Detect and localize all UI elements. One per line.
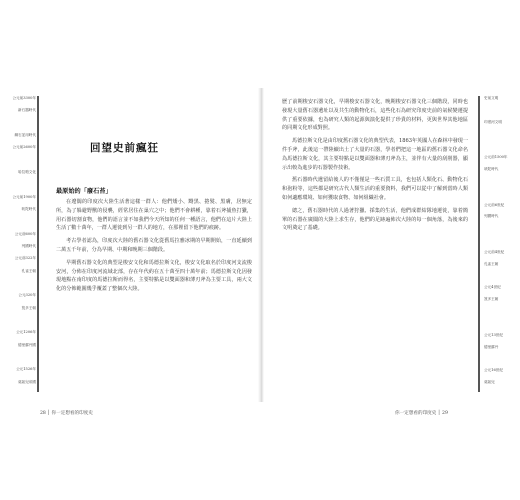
timeline-label: 笈多王朝 <box>484 297 499 302</box>
timeline-label: 公元前2600年 <box>12 145 36 150</box>
timeline-label: 公元前3300年 <box>12 96 36 100</box>
timeline-label: 孔雀王朝 <box>21 268 36 273</box>
timeline-label: 公元16世紀 <box>484 368 503 373</box>
timeline-label: 莫臥兒 <box>484 380 495 385</box>
left-page-number: 28 │ 你一定想看的印度史 <box>40 411 93 416</box>
timeline-label: 史前文明 <box>484 96 499 100</box>
right-paragraph: 總之，舊石器時代的人過著狩獵、採集的生活，他們成群結隊地遷徙，靠着簡單的石器在廣闊的大陸上求生存，他們的足跡遍佈次大陸的每一個角落，為後來的文明奠定了基礎。 <box>282 207 468 232</box>
left-paragraph: 在遼闊的印度次大陸生活著這樣一群人：他們矮小、黝黑、捲髮、黑膚，居無定所，為了躲避野獸的侵襲，經常居住在巢穴之中；他們不會耕種，靠着石斧捕魚打獵，用石器切割食物，他們的語言並不如我們今天所知的任何一種語言，他們在這片大陸上生活了數十萬年，一群人遷徙到另一群人的地方，在那裡留下他們的痕跡。 <box>56 199 252 232</box>
left-page <box>56 186 252 298</box>
timeline-label: 德里蘇丹國 <box>18 342 36 347</box>
timeline-label: 公元前322年 <box>14 256 36 261</box>
chapter-title: 回望史前瘋狂 <box>90 142 159 154</box>
right-page-number: 你一定想看的印度史 │ 29 <box>395 411 448 416</box>
timeline-label: 莫臥兒帝國 <box>18 379 36 384</box>
timeline-label: 公元4世紀 <box>484 285 501 290</box>
left-paragraph: 考古學者認為，印度次大陸的舊石器文化從舊馬拉雅冰期的早期開始，一直延續到二萬五千年前，分為早期、中期和晚期三個階段。 <box>56 238 252 253</box>
timeline-label: 笈多王朝 <box>21 305 36 310</box>
timeline-label: 哈拉帕文化 <box>18 170 36 174</box>
left-timeline <box>4 96 42 396</box>
timeline-label: 公元前6世紀 <box>484 202 505 207</box>
timeline-label: 公元1206年 <box>16 330 36 335</box>
timeline-label: 印度河文明 <box>484 119 502 124</box>
right-timeline <box>475 96 515 396</box>
left-paragraph: 早期舊石器文化的典型是梭安文化和馬德拉斯文化，梭安文化取名於印度河支流梭安河，分佈在印度河流域北部，存在年代約在五十萬至四十萬年前；馬德拉斯文化因發現地點在南印度的馬德拉斯而得名，主要特點是以雙面器和薄刃斧為主要工具，兩大文化的分佈範圍幾乎覆蓋了整個次大陸。 <box>56 259 252 293</box>
timeline-label: 公元前600年 <box>14 231 36 236</box>
right-page <box>282 98 468 237</box>
book-spine <box>258 88 264 402</box>
timeline-label: 新石器時代 <box>18 108 36 113</box>
right-paragraph: 歷了前期梭安石器文化，早期梭安石器文化，晚期梭安石器文化三個階段，同時也發現大量舊石器遺址以及共生的動物化石，這些化石為研究印度史前的氣候變遷提供了重要依據，也為研究人類的起源與演化提供了珍貴的材料，更與世界其他地區的同期文化形成對照。 <box>282 99 468 132</box>
timeline-label: 列國時代 <box>484 214 499 219</box>
timeline-label: 公元前1900年 <box>12 194 36 199</box>
timeline-label: 吠陀時代 <box>484 167 499 172</box>
timeline-label: 孔雀王朝 <box>484 261 499 266</box>
right-paragraph: 舊石器時代遺留給後人的不僅僅是一些石質工具，也包括人類化石、動物化石和孢粉等，這些都是研究古代人類生活的重要資料，我們可以從中了解到當時人類如何適應環境、如何獲取食物、如何組織社會。 <box>282 177 468 201</box>
left-footer <box>40 410 93 416</box>
timeline-label: 公元前1500年 <box>484 155 508 160</box>
timeline-label: 公元1526年 <box>16 367 36 372</box>
left-timeline-bar <box>37 96 39 392</box>
timeline-label: 公元前4世紀 <box>484 249 505 254</box>
right-paragraph: 馬德拉斯文化是由印度舊石器文化的典型代表，1863年英國人在森林中發現一件手斧，此後這一帶陸續出土了大量的石器，學者們把這一地區的舊石器文化命名為馬德拉斯文化，其主要特點是以雙面器和薄刃斧為主，並伴有大量的刮削器，顯示出較為進步的石器製作技術。 <box>282 138 468 171</box>
timeline-label: 公元13世紀 <box>484 332 503 337</box>
timeline-label: 銅石並用時代 <box>14 133 36 137</box>
timeline-label: 列國時代 <box>21 244 36 248</box>
section-heading: 最原始的「廢石苔」 <box>56 188 112 195</box>
timeline-label: 公元320年 <box>18 293 36 298</box>
right-timeline-bar <box>478 96 480 392</box>
timeline-label: 吠陀時代 <box>21 207 36 211</box>
right-footer <box>395 410 448 416</box>
timeline-label: 德里蘇丹 <box>484 344 499 349</box>
